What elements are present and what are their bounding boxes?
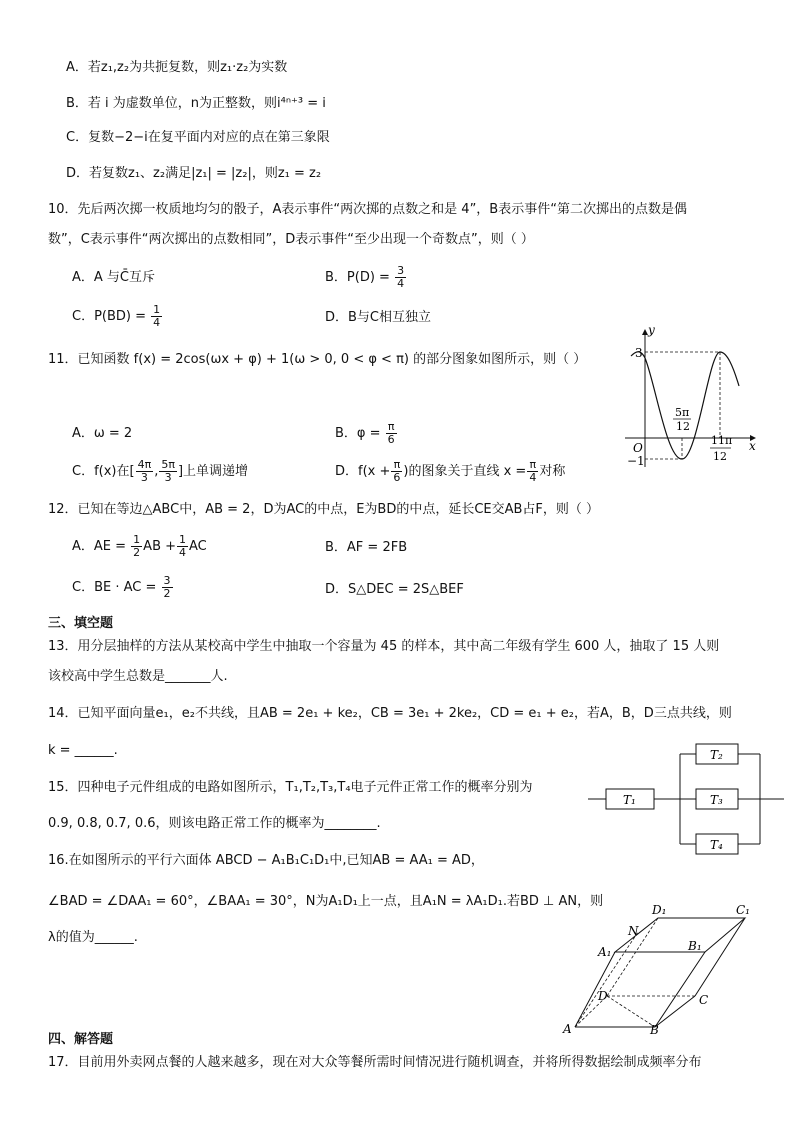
graph-x2-den: 12 (713, 450, 727, 463)
t1-label: T₁ (623, 793, 636, 807)
q11-option-b (335, 420, 398, 448)
q13-line2: 该校高中学生总数是_______人. (48, 669, 228, 684)
graph-x1-den: 12 (676, 420, 690, 433)
graph-y-max: 3 (635, 346, 643, 360)
q11-option-c-tail: ]上单调递增 (177, 464, 249, 479)
q17-line1: 17．目前用外卖网点餐的人越来越多，现在对大众等餐所需时间情况进行随机调查，并将所得数据绘制成频率分布 (48, 1055, 702, 1070)
graph-y-min: −1 (627, 454, 645, 468)
q11-stem: 11．已知函数 f(x) = 2cos(ωx + φ) + 1(ω > 0, 0 < φ < π) 的部分图象如图所示，则（ ） (48, 352, 587, 367)
q9-option-a: A．若z₁,z₂为共扼复数，则z₁·z₂为实数 (66, 60, 288, 75)
graph-origin: O (633, 441, 643, 455)
q16-line2: ∠BAD = ∠DAA₁ = 60°，∠BAA₁ = 30°，N为A₁D₁上一点，且A₁N = λA₁D₁.若BD ⊥ AN，则 (48, 894, 604, 909)
label-b: B (650, 1023, 659, 1035)
q11-option-d-text: D．f(x + (335, 464, 391, 479)
q15-line1: 15．四种电子元件组成的电路如图所示，T₁,T₂,T₃,T₄电子元件正常工作的概率分别为 (48, 780, 533, 795)
q11-option-b-fraction: $\frac{\pi}{6}$ (387, 420, 395, 446)
q13-line1: 13．用分层抽样的方法从某校高中学生中抽取一个容量为 45 的样本，其中高二年级有学生 600 人，抽取了 15 人则 (48, 639, 720, 654)
q14-line1: 14．已知平面向量e₁，e₂不共线，且AB = 2e₁ + ke₂，CB = 3e₁ + 2ke₂，CD = e₁ + e₂，若A，B，D三点共线，则 (48, 706, 732, 721)
q12-option-a-mid: AB + (143, 539, 177, 554)
label-a1: A₁ (598, 945, 612, 959)
q12-option-c (72, 574, 174, 602)
label-a: A (563, 1022, 572, 1035)
q11-option-c-fraction2: $\frac{5\pi}{3}$ (161, 458, 175, 484)
q12-option-c-text: C．BE · AC = (72, 580, 157, 595)
q11-option-c: C．f(x)在[ $\frac{4\pi}{3}$ , $\frac{5\pi}{3}$ ]上单调递增 (72, 458, 249, 484)
q11-option-d (335, 458, 565, 486)
q11-option-c-text: C．f(x)在[ (72, 464, 135, 479)
q16-line1: 16.在如图所示的平行六面体 ABCD − A₁B₁C₁D₁中,已知AB = AA₁ = AD， (48, 853, 484, 868)
q16-parallelepiped-figure (560, 900, 760, 1035)
q11-option-d-tail: 对称 (539, 464, 566, 479)
q15-line2: 0.9, 0.8, 0.7, 0.6，则该电路正常工作的概率为________. (48, 816, 381, 831)
q10-option-b-text: B．P(D) = (325, 270, 390, 285)
q12-option-a-text: A．AE = (72, 539, 127, 554)
q12-option-d: D．S△DEC = 2S△BEF (325, 582, 464, 597)
graph-y-label: y (648, 323, 655, 337)
q11-option-b-text: B．φ = (335, 426, 381, 441)
q11-option-d-mid: )的图象关于直线 x = (403, 464, 527, 479)
label-n: N (628, 924, 639, 938)
q11-option-d-fraction1: $\frac{\pi}{6}$ (393, 458, 401, 484)
graph-x1-num: 5π (675, 406, 690, 419)
q10-option-b-fraction: $\frac{3}{4}$ (397, 264, 405, 290)
graph-x-label: x (749, 439, 756, 453)
q12-option-a-fraction2: $\frac{1}{4}$ (179, 533, 187, 559)
t4-label: T₄ (710, 838, 723, 852)
q10-option-a: A．A 与C̄互斥 (72, 270, 155, 285)
section-solution-title: 四、解答题 (48, 1032, 114, 1047)
label-c1: C₁ (736, 903, 750, 917)
edge-aa1 (575, 952, 615, 1027)
q10-stem-line1: 10．先后两次掷一枚质地均匀的骰子，A表示事件“两次掷的点数之和是 4”，B表示事件“第二次掷出的点数是偶 (48, 202, 687, 217)
q12-stem: 12．已知在等边△ABC中，AB = 2，D为AC的中点，E为BD的中点，延长CE交AB占F，则（ ） (48, 502, 600, 517)
q9-option-c: C．复数−2−i在复平面内对应的点在第三象限 (66, 130, 330, 145)
q10-option-c (72, 303, 163, 331)
edge-cc1 (695, 918, 745, 996)
edge-bb1 (655, 952, 705, 1027)
q15-circuit-diagram (588, 736, 784, 860)
t3-label: T₃ (710, 793, 723, 807)
q10-option-c-text: C．P(BD) = (72, 309, 147, 324)
diag-bd-hidden (607, 996, 655, 1027)
q10-option-c-fraction: $\frac{1}{4}$ (153, 303, 161, 329)
label-b1: B₁ (688, 939, 702, 953)
q14-line2: k = ______. (48, 743, 118, 758)
label-c: C (699, 993, 709, 1007)
q10-stem-line2: 数”，C表示事件“两次掷出的点数相同”，D表示事件“至少出现一个奇数点”，则（ ） (48, 232, 534, 247)
section-fill-in-title: 三、填空题 (48, 616, 114, 631)
q11-option-c-fraction1: $\frac{4\pi}{3}$ (137, 458, 152, 484)
edge-bc (655, 996, 695, 1027)
q12-option-a (72, 533, 207, 561)
q16-line3: λ的值为______. (48, 930, 138, 945)
q10-option-b (325, 264, 407, 292)
label-d: D (598, 989, 608, 1003)
graph-x2-num: 11π (711, 434, 733, 447)
q12-option-a-fraction1: $\frac{1}{2}$ (133, 533, 141, 559)
q12-option-b: B．AF = 2FB (325, 540, 408, 555)
q10-option-d: D．B与C相互独立 (325, 310, 432, 325)
q11-cosine-graph (615, 322, 765, 472)
t2-label: T₂ (710, 748, 723, 762)
q12-option-c-fraction: $\frac{3}{2}$ (163, 574, 171, 600)
q12-option-a-tail: AC (189, 539, 207, 554)
q9-option-b: B．若 i 为虚数单位，n为正整数，则i⁴ⁿ⁺³ = i (66, 96, 326, 111)
label-d1: D₁ (652, 903, 667, 917)
q11-option-d-fraction2: $\frac{\pi}{4}$ (529, 458, 537, 484)
q9-option-d: D．若复数z₁、z₂满足|z₁| = |z₂|，则z₁ = z₂ (66, 166, 322, 181)
q11-option-a: A．ω = 2 (72, 426, 133, 441)
